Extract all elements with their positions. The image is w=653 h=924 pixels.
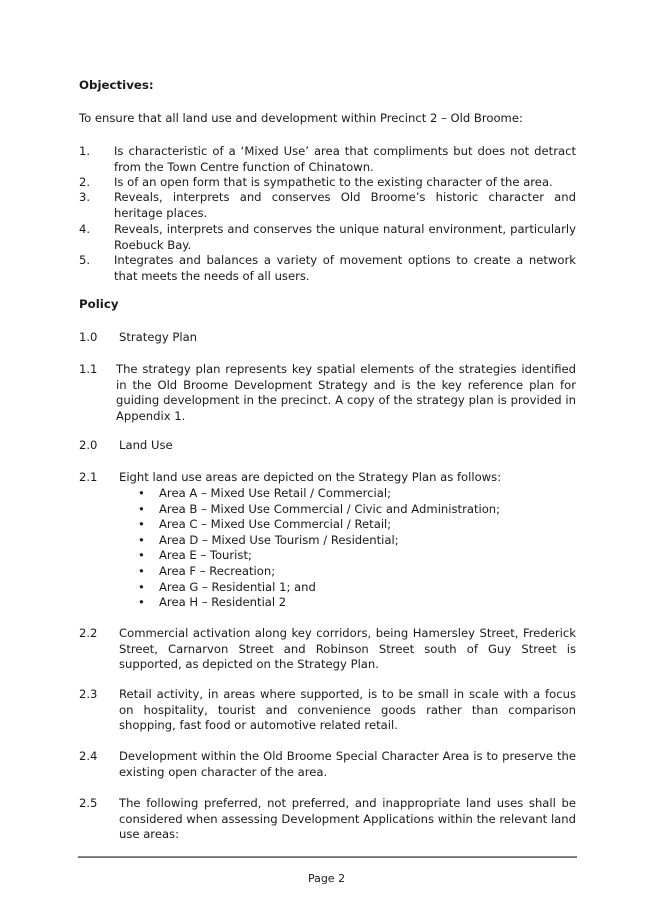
objectives-heading: Objectives: (79, 78, 154, 92)
objective-text: Reveals, interprets and conserves the unique natural environment, particularly Roebuck Bay. (114, 222, 576, 252)
objective-number: 5. (79, 253, 91, 267)
objective-text: Reveals, interprets and conserves Old Broome’s historic character and heritage places. (114, 190, 576, 220)
objective-text: Is characteristic of a ‘Mixed Use’ area that compliments but does not detract from the Town Centre function of Chinatown. (114, 144, 576, 174)
land-use-areas-list (138, 486, 500, 611)
section-text: The strategy plan represents key spatial elements of the strategies identified in the Old Broome Development Strategy and is the key reference plan for guiding development in the precinct. A copy of the strategy plan is provided in Appendix 1. (116, 362, 576, 423)
section-number: 2.3 (79, 687, 98, 701)
bullet-icon: • (138, 579, 145, 594)
bullet-icon: • (138, 517, 145, 532)
list-item (138, 533, 500, 549)
list-item-text: Area D – Mixed Use Tourism / Residential; (159, 532, 399, 547)
list-item (138, 486, 500, 502)
bullet-icon: • (138, 486, 145, 500)
list-item (138, 595, 500, 611)
list-item-text: Area C – Mixed Use Commercial / Retail; (159, 517, 392, 532)
bullet-icon: • (138, 532, 145, 547)
policy-heading: Policy (79, 297, 119, 311)
list-item (138, 580, 500, 596)
list-item-text: Area B – Mixed Use Commercial / Civic and Administration; (159, 501, 501, 516)
footer-divider (78, 856, 577, 858)
section-number: 1.1 (79, 362, 98, 376)
objective-number: 2. (79, 175, 91, 189)
objective-number: 1. (79, 144, 91, 158)
objective-number: 4. (79, 222, 91, 236)
list-item (138, 517, 500, 533)
section-text: Development within the Old Broome Special Character Area is to preserve the existing open character of the area. (119, 749, 576, 779)
section-title: Land Use (119, 438, 173, 452)
list-item-text: Area G – Residential 1; and (159, 579, 316, 594)
list-item (138, 564, 500, 580)
objective-text: Integrates and balances a variety of movement options to create a network that meets the needs of all users. (114, 253, 576, 283)
objective-text: Is of an open form that is sympathetic to the existing character of the area. (114, 175, 553, 189)
bullet-icon: • (138, 595, 145, 610)
section-text: The following preferred, not preferred, and inappropriate land uses shall be considered when assessing Development Applications within the relevant land use areas: (119, 796, 576, 842)
list-item-text: Area F – Recreation; (159, 563, 276, 578)
section-number: 1.0 (79, 330, 98, 344)
section-text: Eight land use areas are depicted on the Strategy Plan as follows: (119, 470, 502, 484)
list-item (138, 502, 500, 518)
section-number: 2.0 (79, 438, 98, 452)
list-item-text: Area A – Mixed Use Retail / Commercial; (159, 486, 391, 500)
list-item (138, 548, 500, 564)
section-number: 2.5 (79, 796, 98, 810)
page-number: Page 2 (307, 872, 346, 885)
section-title: Strategy Plan (119, 330, 198, 344)
list-item-text: Area H – Residential 2 (159, 595, 287, 610)
objectives-intro: To ensure that all land use and development within Precinct 2 – Old Broome: (79, 111, 523, 125)
bullet-icon: • (138, 501, 145, 516)
list-item-text: Area E – Tourist; (159, 548, 252, 563)
section-number: 2.1 (79, 470, 98, 484)
section-number: 2.2 (79, 626, 98, 640)
bullet-icon: • (138, 563, 145, 578)
section-text: Commercial activation along key corridors, being Hamersley Street, Frederick Street, Carnarvon Street and Robinson Street south of Guy Street is supported, as depicted on the Strategy Plan. (119, 626, 576, 672)
section-number: 2.4 (79, 749, 98, 763)
objective-number: 3. (79, 190, 91, 204)
section-text: Retail activity, in areas where supported, is to be small in scale with a focus on hospitality, tourist and convenience goods rather than comparison shopping, fast food or automotive related retail. (119, 687, 576, 733)
bullet-icon: • (138, 548, 145, 563)
